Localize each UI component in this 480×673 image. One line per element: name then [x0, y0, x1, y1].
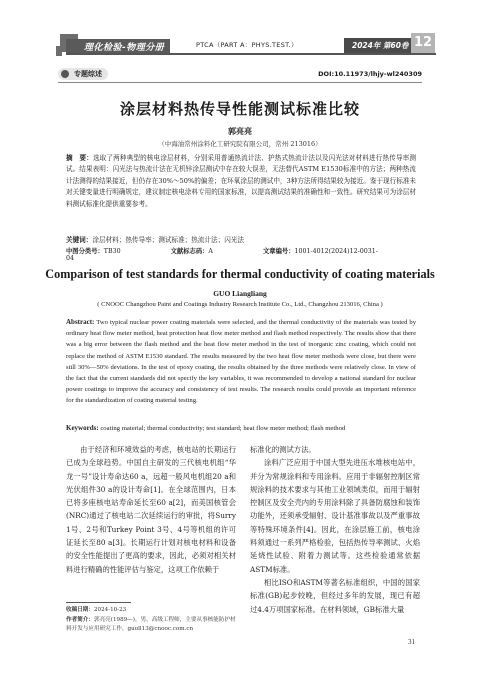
- journal-logo-icon-stem: [56, 46, 62, 56]
- body-paragraph: 标准化的测试方法。: [250, 445, 316, 454]
- page-number: 31: [408, 638, 415, 646]
- title-chinese: 涂层材料热传导性能测试标准比较: [119, 100, 360, 118]
- body-paragraph: 相比ISO和ASTM等著名标准组织，中国的国家标准(GB)起步较晚，但经过多年的发展，现已有超过4.4万项国家标准。在材料领域，GB标准大量: [250, 577, 420, 614]
- clc-number: 中图分类号：TB30: [66, 248, 121, 255]
- section-tag-icon: [61, 70, 69, 78]
- journal-english-name: PTCA（PART A：PHYS.TEST.）: [196, 41, 298, 49]
- footnote: [66, 606, 238, 635]
- abstract-chinese: [66, 153, 416, 210]
- keywords-chinese: [66, 234, 416, 244]
- journal-name: 理化检验-物理分册: [66, 39, 170, 54]
- keywords-english-label: Keywords:: [66, 424, 99, 432]
- keywords-chinese-text: 涂层材料；热传导率；测试标准；热流计法；闪光法: [92, 236, 245, 244]
- doi: DOI:10.11973/lhjy-wl240309: [318, 70, 422, 78]
- body-paragraph: 由于经济和环境效益的考虑，核电站的长期运行已成为全球趋势。中国自主研发的三代核电机组“华龙一号”设计寿命达60 a，远超一般风电机组20 a和光伏组件30 a的设计寿命[1]。在全球范围内，日本已将多座核电站寿命延长至60 a[2]，而美国核管会(NRC)通过了核电站二次延续运行的审批，将Surry 1号、2号和Turkey Point 3号、4号等机组的许可证延长至80 a[3]。长期运行计划对核电材料和设备的安全性能提出了更高的要求，因此，必须对相关材料进行精确的性能评估与鉴定，这项工作依赖于: [66, 445, 236, 574]
- received-date: 收稿日期：2024-10-23: [66, 607, 127, 613]
- body-column-left: [66, 443, 236, 576]
- author-english: GUO Liangliang: [213, 289, 267, 298]
- issue-badge: 12: [411, 33, 435, 53]
- document-code: 文献标志码：A: [170, 248, 213, 255]
- body-paragraph: 涂料广泛应用于中国大型先进压水堆核电站中，并分为常规涂料和专用涂料。应用于非辐射控制区常规涂料的技术要求与其他工业领域类似，而用于辐射控制区及安全壳内的专用涂料除了具备防腐蚀和装饰功能外，还须承受辐射、设计基准事故以及严重事故等特殊环境条件[4]。因此，在涂层施工前，核电涂料须通过一系列严格检验，包括热传导率测试、火焰延烧性试验、附着力测试等。这些检验通常依据ASTM标准。: [250, 458, 420, 574]
- body-column-right: [250, 443, 420, 616]
- divider: [58, 82, 422, 83]
- abstract-english-label: Abstract:: [66, 318, 95, 326]
- keywords-english-text: coating material; thermal conductivity; test standard; heat flow meter method; flash method: [100, 425, 346, 432]
- keywords-english: [66, 424, 416, 432]
- title-english: Comparison of test standards for thermal conductivity of coating materials: [45, 267, 435, 281]
- abstract-english-text: Two typical nuclear power coating materials were selected, and the thermal conductivity of the materials was tested by ordinary heat flow meter method, heat protection heat flow meter method and flash method respectively. The results show that there was a big error between the flash method and the heat flow meter method in the test of inorganic zinc coating, which could not replace the method of ASTM E1530 standard. The results measured by the two heat flow meter methods were close, but there were still 30%—50% deviations. In the test of epoxy coating, the results obtained by the three methods were relatively close. In view of the fact that the current standards did not specify the key variables, it was recommended to develop a national standard for nuclear power coatings to improve the accuracy and consistency of test results. The research results could provide an important reference for the standardization of coating material testing.: [66, 319, 416, 405]
- keywords-chinese-label: 关键词：: [66, 236, 93, 244]
- affiliation-chinese: （中海油常州涂料化工研究院有限公司，常州 213016）: [158, 140, 322, 148]
- author-chinese: 郭亮亮: [228, 126, 252, 136]
- year-volume: 2024年 第60卷: [344, 38, 420, 53]
- affiliation-english: ( CNOOC Changzhou Paint and Coatings Industry Research Institute Co., Ltd., Changzhou 213016, China ): [97, 301, 383, 308]
- article-id: 文章编号：1001-4012(2024)12-0031-04: [66, 248, 378, 262]
- author-bio: 作者简介：郭亮亮(1989—)，男，高级工程师，主要从事核能防护材料开发与应用研究工作，guoll13@cnooc.com.cn: [66, 616, 236, 632]
- section-tag: 专题综述: [58, 68, 108, 80]
- abstract-english: [66, 317, 416, 407]
- footnote-rule: [66, 602, 131, 603]
- abstract-chinese-text: 选取了两种典型的核电涂层材料，分别采用普通热流计法、护热式热流计法以及闪光法对材料进行热传导率测试。结果表明：闪光法与热流计法在无机锌涂层测试中存在较大误差，无法替代ASTM E1530标准中的方法；两种热流计法测得的结果接近，但仍存在30%～50%的偏差；在环氧涂层的测试中，3种方法所得结果较为接近。鉴于现行标准未对关键变量进行明确规定，建议制定核电涂料专用的国家标准，以提高测试结果的准确性和一致性。研究结果可为涂层材料测试标准化提供重要参考。: [66, 154, 417, 208]
- header-rule: [66, 53, 436, 55]
- classification-row: [66, 246, 416, 262]
- abstract-chinese-label: 摘 要：: [66, 154, 93, 162]
